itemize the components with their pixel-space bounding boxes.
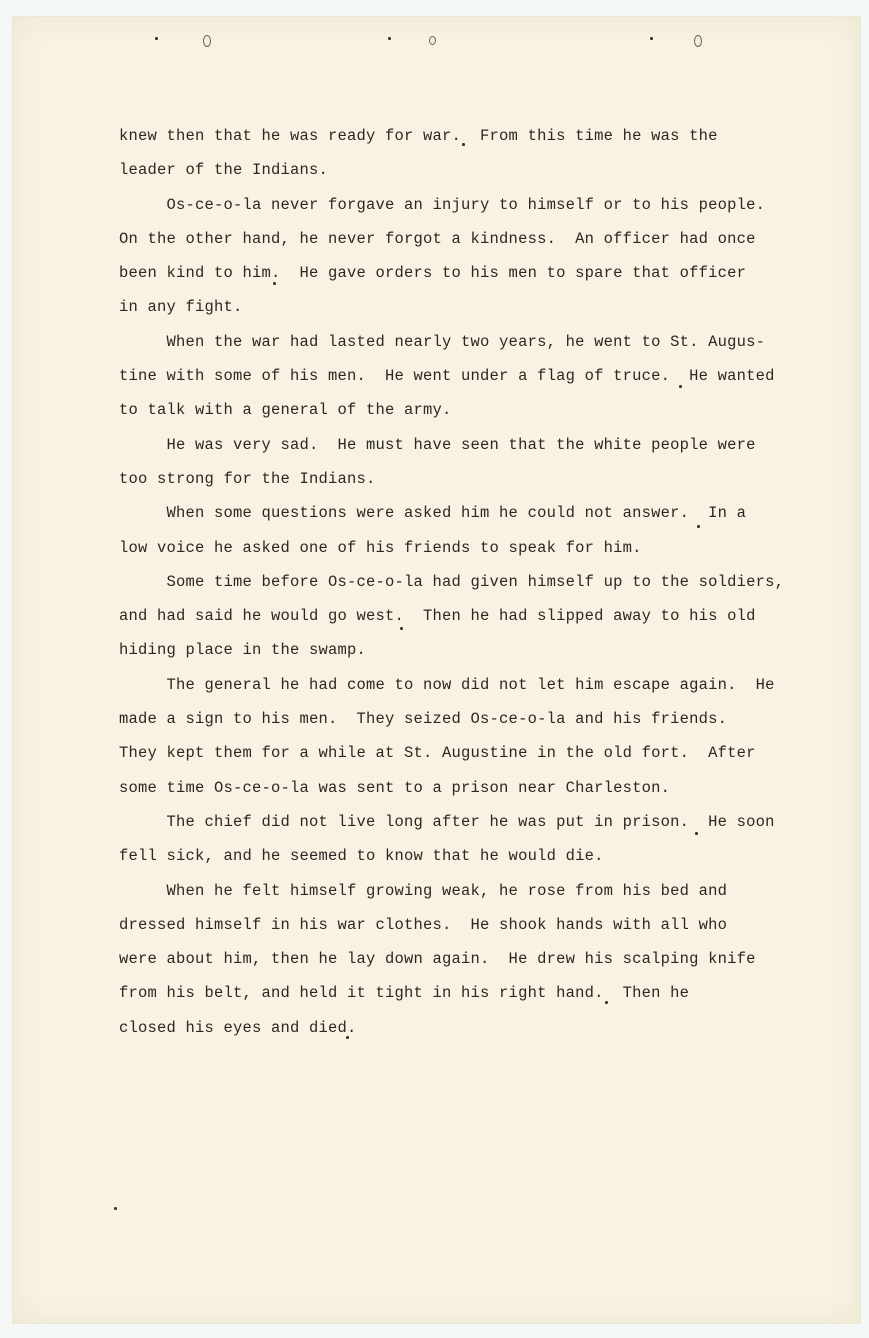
- text-line: closed his eyes and died.: [119, 1018, 357, 1037]
- ink-speck: [388, 37, 391, 40]
- text-line: When some questions were asked him he could not answer. In a: [119, 504, 747, 523]
- text-line: were about him, then he lay down again. He drew his scalping knife: [119, 950, 756, 969]
- text-line: Os-ce-o-la never forgave an injury to himself or to his people.: [119, 195, 766, 214]
- text-line: and had said he would go west. Then he had slipped away to his old: [119, 607, 756, 626]
- text-line: leader of the Indians.: [119, 161, 329, 180]
- text-line: too strong for the Indians.: [119, 469, 376, 488]
- typewritten-page: [12, 16, 861, 1324]
- text-line: He was very sad. He must have seen that the white people were: [119, 435, 756, 454]
- ink-speck: [155, 37, 158, 40]
- text-line: They kept them for a while at St. Augustine in the old fort. After: [119, 744, 756, 763]
- text-line: in any fight.: [119, 298, 243, 317]
- ink-speck: [114, 1207, 117, 1210]
- text-line: On the other hand, he never forgot a kindness. An officer had once: [119, 229, 756, 248]
- text-line: fell sick, and he seemed to know that he would die.: [119, 847, 604, 866]
- text-line: knew then that he was ready for war. From this time he was the: [119, 127, 718, 145]
- text-line: low voice he asked one of his friends to speak for him.: [119, 538, 642, 557]
- punch-hole-mark: [429, 36, 436, 45]
- text-line: hiding place in the swamp.: [119, 641, 367, 660]
- text-line: The general he had come to now did not let him escape again. He: [119, 675, 775, 694]
- body-text: [119, 119, 824, 1045]
- text-line: tine with some of his men. He went under a flag of truce. He wanted: [119, 367, 775, 386]
- text-line: been kind to him. He gave orders to his men to spare that officer: [119, 264, 747, 283]
- text-line: to talk with a general of the army.: [119, 401, 452, 420]
- text-line: Some time before Os-ce-o-la had given himself up to the soldiers,: [119, 572, 785, 591]
- text-line: When he felt himself growing weak, he rose from his bed and: [119, 881, 728, 900]
- text-line: The chief did not live long after he was put in prison. He soon: [119, 812, 775, 831]
- text-line: dressed himself in his war clothes. He shook hands with all who: [119, 915, 728, 934]
- text-line: some time Os-ce-o-la was sent to a prison near Charleston.: [119, 778, 671, 797]
- text-line: When the war had lasted nearly two years, he went to St. Augus-: [119, 332, 766, 351]
- punch-hole-mark: [203, 35, 211, 47]
- text-line: made a sign to his men. They seized Os-ce-o-la and his friends.: [119, 710, 728, 729]
- ink-speck: [650, 37, 653, 40]
- punch-hole-mark: [694, 35, 702, 47]
- text-line: from his belt, and held it tight in his right hand. Then he: [119, 984, 690, 1003]
